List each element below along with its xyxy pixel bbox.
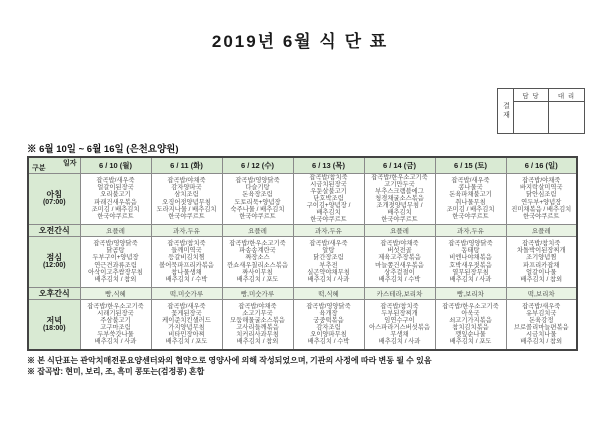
menu-line: 한국야쿠르트 xyxy=(381,216,418,224)
menu-cell xyxy=(364,173,435,224)
menu-line: 배추김치 / 포도 xyxy=(236,275,279,283)
menu-line: 도토리묵+양념장 xyxy=(234,198,281,206)
menu-line: 제육고추장볶음 xyxy=(378,254,421,262)
menu-line: 배추김치 / 수박 xyxy=(378,275,421,283)
menu-line: 들깨미역국 xyxy=(171,247,202,255)
menu-line: 부추스크램블에그 xyxy=(375,187,424,195)
menu-line: 깻잎순나물 xyxy=(455,331,486,339)
menu-line: 오징어젓양념무침 xyxy=(162,198,211,206)
menu-line: 짜장소스 xyxy=(245,254,270,262)
menu-cell xyxy=(151,299,222,350)
menu-cell xyxy=(222,173,293,224)
menu-line: 무생채 xyxy=(390,331,409,339)
menu-line: 구이김+양념장 / xyxy=(306,202,351,210)
row-label: 아침 xyxy=(46,190,62,199)
menu-line: 고사리들깨볶음 xyxy=(236,324,279,332)
menu-line: 잡곡밥/참치죽 xyxy=(522,240,561,248)
corner-cell xyxy=(28,157,80,173)
menu-cell xyxy=(293,236,364,287)
menu-line: 동태탕 xyxy=(461,247,480,255)
menu-cell xyxy=(435,173,506,224)
day-header-cell: 6 / 11 (화) xyxy=(151,157,222,173)
menu-cell xyxy=(364,299,435,350)
menu-cell xyxy=(435,299,506,350)
menu-line: 잡곡밥/참치죽 xyxy=(380,302,419,310)
menu-cell: 카스테라,보리차 xyxy=(364,287,435,299)
approval-stamp-label: 결재 xyxy=(498,89,514,133)
menu-line: 시래기된장국 xyxy=(97,310,134,318)
menu-cell: 과자,두유 xyxy=(293,224,364,236)
menu-line: 두부쑥갓나물 xyxy=(97,331,134,339)
menu-line: 참치김치볶음 xyxy=(452,324,489,332)
menu-line: 배추김치 / 참외 xyxy=(520,338,563,346)
menu-line: 진미채볶음 / 배추김치 xyxy=(511,205,572,213)
menu-line: 깐쇼새우칠리소스볶음 xyxy=(227,261,288,269)
page-title: 2019년 6월 식 단 표 xyxy=(211,32,389,51)
menu-line: 바지락살미역국 xyxy=(519,184,563,192)
row-label: 오후간식 xyxy=(38,288,70,298)
menu-line: 고기만두국 xyxy=(384,180,415,188)
row-time: (07:00) xyxy=(42,199,66,206)
day-header-cell: 6 / 15 (토) xyxy=(435,157,506,173)
footnote: ※ 잡곡밥: 현미, 보리, 조, 흑미 콩또는(검정콩) 혼합 xyxy=(27,367,205,376)
row-label: 저녁 xyxy=(46,315,62,325)
approval-box xyxy=(497,88,585,134)
menu-row-오전간식 xyxy=(28,224,577,236)
menu-line: 배추김치 / 수박 xyxy=(307,338,350,346)
menu-line: 얼갈이나물 xyxy=(526,268,557,276)
menu-line: 임연수구이 xyxy=(384,317,415,325)
menu-cell xyxy=(364,236,435,287)
menu-line: 오리불고기 xyxy=(100,191,131,199)
menu-line: 배추김치 / 참외 xyxy=(236,338,279,346)
menu-line: 숙주나물 / 배추김치 xyxy=(230,205,285,213)
menu-line: 한국야쿠르트 xyxy=(168,212,205,220)
menu-cell: 요플레 xyxy=(364,224,435,236)
menu-line: 잡곡밥/야채죽 xyxy=(380,240,419,248)
menu-line: 소고기무국 xyxy=(242,310,273,318)
menu-line: 열무된장무침 xyxy=(452,268,489,276)
menu-line: 잡곡밥/새우죽 xyxy=(167,302,206,310)
corner-label-category: 구분 xyxy=(32,164,46,172)
menu-line: 한국야쿠르트 xyxy=(239,212,276,220)
menu-line: 한국야쿠르트 xyxy=(523,212,560,220)
row-label-cell xyxy=(28,287,80,299)
menu-line: 삼치조림 xyxy=(174,191,199,199)
menu-line: 감자양파국 xyxy=(171,184,202,192)
menu-cell xyxy=(506,173,577,224)
menu-cell: 빵,보리차 xyxy=(435,287,506,299)
row-time: (12:00) xyxy=(42,262,66,269)
menu-line: 고구마조림 xyxy=(100,324,131,332)
menu-row-저녁 xyxy=(28,299,577,350)
menu-line: 잡곡밥/야채죽 xyxy=(167,177,206,185)
menu-line: 실곤약야채무침 xyxy=(307,268,350,276)
menu-line: 잡곡밥/새우죽 xyxy=(96,177,135,185)
menu-line: 호박새우젓볶음 xyxy=(449,261,492,269)
row-label-cell xyxy=(28,224,80,236)
menu-cell: 떡,미숫가루 xyxy=(151,287,222,299)
menu-line: 등갈비김치찜 xyxy=(168,254,205,262)
menu-row-점심 xyxy=(28,236,577,287)
menu-line: 아욱국 xyxy=(461,310,480,318)
menu-line: 치커리사과무침 xyxy=(236,331,279,339)
menu-table xyxy=(27,156,578,351)
menu-line: 버섯전골 xyxy=(387,247,412,255)
week-range-subtitle: ※ 6월 10일 ~ 6월 16일 (은천요양원) xyxy=(27,144,179,155)
menu-line: 시금치된장국 xyxy=(310,180,347,188)
approval-sign-cell xyxy=(514,102,549,133)
corner-label-date: 일자 xyxy=(62,160,77,167)
menu-line: 콩나물국 xyxy=(458,184,483,192)
menu-line: 잡곡밥/새우죽 xyxy=(309,240,348,248)
approval-header-damdang: 담 당 xyxy=(514,89,549,102)
menu-line: 한국야쿠르트 xyxy=(310,216,347,224)
menu-line: 주삼불고기 xyxy=(100,317,131,325)
menu-line: 육개장 xyxy=(319,310,338,318)
menu-cell xyxy=(151,173,222,224)
menu-line: 오이양파무침 xyxy=(310,331,347,339)
menu-row-오후간식 xyxy=(28,287,577,299)
menu-line: 잡곡밥/참치죽 xyxy=(309,173,348,181)
menu-cell: 빵,식혜 xyxy=(80,287,151,299)
menu-line: 잡곡밥/한우소고기죽 xyxy=(87,302,144,310)
day-header-cell: 6 / 12 (수) xyxy=(222,157,293,173)
menu-line: 조기양념찜 xyxy=(526,254,557,262)
menu-line: 두부된장찌개 xyxy=(381,310,418,318)
menu-line: 잡곡밥/야채죽 xyxy=(522,177,561,185)
menu-line: 가지양념무침 xyxy=(168,324,205,332)
day-header-cell: 6 / 16 (일) xyxy=(506,157,577,173)
menu-line: 닭곰탕 xyxy=(106,247,125,255)
menu-line: 우둔살불고기 xyxy=(310,187,347,195)
menu-line: 잡곡밥/영양닭죽 xyxy=(306,302,351,310)
menu-cell xyxy=(506,299,577,350)
menu-line: 아삭이고추쌈장무침 xyxy=(88,268,143,276)
menu-line: 배추김치 / 사과 xyxy=(449,275,492,283)
menu-cell: 과자,두유 xyxy=(151,224,222,236)
menu-line: 다슬기탕 xyxy=(245,184,270,192)
menu-cell: 요플레 xyxy=(80,224,151,236)
menu-cell xyxy=(151,236,222,287)
menu-line: 조개젓양념무침 / xyxy=(376,202,423,210)
menu-line: 감자조림 xyxy=(316,324,341,332)
menu-line: 배추김치 / 사과 xyxy=(307,275,350,283)
menu-cell xyxy=(222,299,293,350)
menu-line: 조미김 / 배추김치 xyxy=(91,205,140,213)
menu-line: 파래건새우볶음 xyxy=(94,198,137,206)
menu-line: 연두부+양념장 xyxy=(521,198,562,206)
menu-line: 도라지나물 / 배추김치 xyxy=(156,205,217,213)
menu-cell: 빵,미숫가루 xyxy=(222,287,293,299)
row-label: 오전간식 xyxy=(38,225,70,235)
row-label-cell xyxy=(28,299,80,350)
menu-line: 잡곡밥/한우소고기죽 xyxy=(442,302,499,310)
menu-line: 잡곡밥/한우소고기죽 xyxy=(229,240,286,248)
menu-cell xyxy=(293,173,364,224)
menu-row-아침 xyxy=(28,173,577,224)
menu-cell: 요플레 xyxy=(506,224,577,236)
menu-line: 잡곡밥/참치죽 xyxy=(167,240,206,248)
day-header-cell: 6 / 13 (목) xyxy=(293,157,364,173)
menu-line: 알탕 xyxy=(322,247,335,255)
day-header-row xyxy=(28,157,577,173)
menu-line: 한국야쿠르트 xyxy=(97,212,134,220)
menu-line: 쇠고기가지볶음 xyxy=(449,317,492,325)
menu-line: 취나물무침 xyxy=(455,198,486,206)
menu-line: 잡곡밥/새우죽 xyxy=(522,302,561,310)
menu-line: 잡곡밥/새우죽 xyxy=(451,177,490,185)
menu-line: 케이준치킨샐러드 xyxy=(162,317,211,325)
menu-line: 잡곡밥/야채죽 xyxy=(238,302,277,310)
row-label: 점심 xyxy=(46,253,62,262)
menu-line: 배추김치 / 사과 xyxy=(94,338,137,346)
menu-cell: 떡,보리차 xyxy=(506,287,577,299)
menu-line: 모둠해물굴소스볶음 xyxy=(230,317,285,325)
menu-line: 한국야쿠르트 xyxy=(452,212,489,220)
menu-line: 배추김치 / 참외 xyxy=(94,275,137,283)
menu-line: 짜사이무침 xyxy=(242,268,273,276)
menu-line: 단호박조림 xyxy=(313,194,344,202)
menu-line: 배추김치 / 포도 xyxy=(165,338,208,346)
menu-line: 마늘쫑건새우볶음 xyxy=(375,261,424,269)
menu-line: 잡곡밥/영양닭죽 xyxy=(93,240,138,248)
menu-cell xyxy=(222,236,293,287)
menu-line: 차돌박이된장찌개 xyxy=(516,247,566,255)
menu-cell: 떡,식혜 xyxy=(293,287,364,299)
menu-line: 상추겉절이 xyxy=(384,268,415,276)
menu-line: 조미김 / 배추김치 xyxy=(446,205,495,213)
menu-cell: 과자,두유 xyxy=(435,224,506,236)
menu-line: 배추김치 / 포도 xyxy=(449,338,492,346)
menu-line: 궁중떡볶음 xyxy=(313,317,344,325)
row-label-cell xyxy=(28,173,80,224)
menu-line: 연근견과류조림 xyxy=(94,261,137,269)
menu-line: 잡곡밥/영양닭죽 xyxy=(448,240,493,248)
menu-line: 아스파라거스버섯볶음 xyxy=(369,324,430,332)
menu-line: 두부구이+양념장 xyxy=(92,254,139,262)
menu-line: 꽃게된장국 xyxy=(171,310,202,318)
footnote: ※ 본 식단표는 관악치매전문요양센터와의 협약으로 영양사에 의해 작성되었으며, 기관의 사정에 따라 변동 될 수 있음 xyxy=(27,356,432,365)
menu-line: 파프리카잡채 xyxy=(523,261,560,269)
menu-line: 볼어묵파프리카볶음 xyxy=(159,261,214,269)
menu-cell xyxy=(506,236,577,287)
menu-line: 배추김치 xyxy=(387,209,412,217)
approval-sign-cell xyxy=(549,102,584,133)
menu-line: 돈육파채불고기 xyxy=(449,191,492,199)
menu-line: 돈육장조림 xyxy=(242,191,273,199)
day-header-cell: 6 / 10 (월) xyxy=(80,157,151,173)
menu-line: 부추전 xyxy=(319,261,338,269)
menu-line: 배추김치 xyxy=(316,209,341,217)
day-header-cell: 6 / 14 (금) xyxy=(364,157,435,173)
menu-line: 배추김치 / 참외 xyxy=(520,275,563,283)
menu-line: 비엔나야채볶음 xyxy=(449,254,492,262)
approval-grid xyxy=(514,89,584,133)
menu-cell xyxy=(293,299,364,350)
menu-line: 얼갈이된장국 xyxy=(97,184,134,192)
menu-line: 브로콜리마늘편볶음 xyxy=(513,324,569,332)
menu-line: 청경채굴소스볶음 xyxy=(375,194,424,202)
menu-cell xyxy=(80,299,151,350)
menu-line: 배추김치 / 사과 xyxy=(378,338,421,346)
menu-line: 시금치나물 xyxy=(526,331,557,339)
menu-line: 파송송계란국 xyxy=(239,247,276,255)
menu-line: 유부김치국 xyxy=(526,310,557,318)
menu-cell xyxy=(80,173,151,224)
menu-line: 닭간장조림 xyxy=(313,254,344,262)
menu-line: 닭안심조림 xyxy=(526,191,557,199)
menu-line: 배추김치 / 수박 xyxy=(165,275,208,283)
menu-cell xyxy=(435,236,506,287)
menu-line: 비타민장아찌 xyxy=(168,331,205,339)
menu-cell xyxy=(80,236,151,287)
row-label-cell xyxy=(28,236,80,287)
approval-header-daeri: 대 리 xyxy=(549,89,584,102)
menu-cell: 요플레 xyxy=(222,224,293,236)
row-time: (18:00) xyxy=(42,324,66,332)
menu-line: 돈육강정 xyxy=(529,317,554,325)
menu-line: 참나물생채 xyxy=(171,268,202,276)
menu-line: 잡곡밥/영양닭죽 xyxy=(235,177,280,185)
menu-line: 잡곡밥/한우소고기죽 xyxy=(371,173,428,181)
